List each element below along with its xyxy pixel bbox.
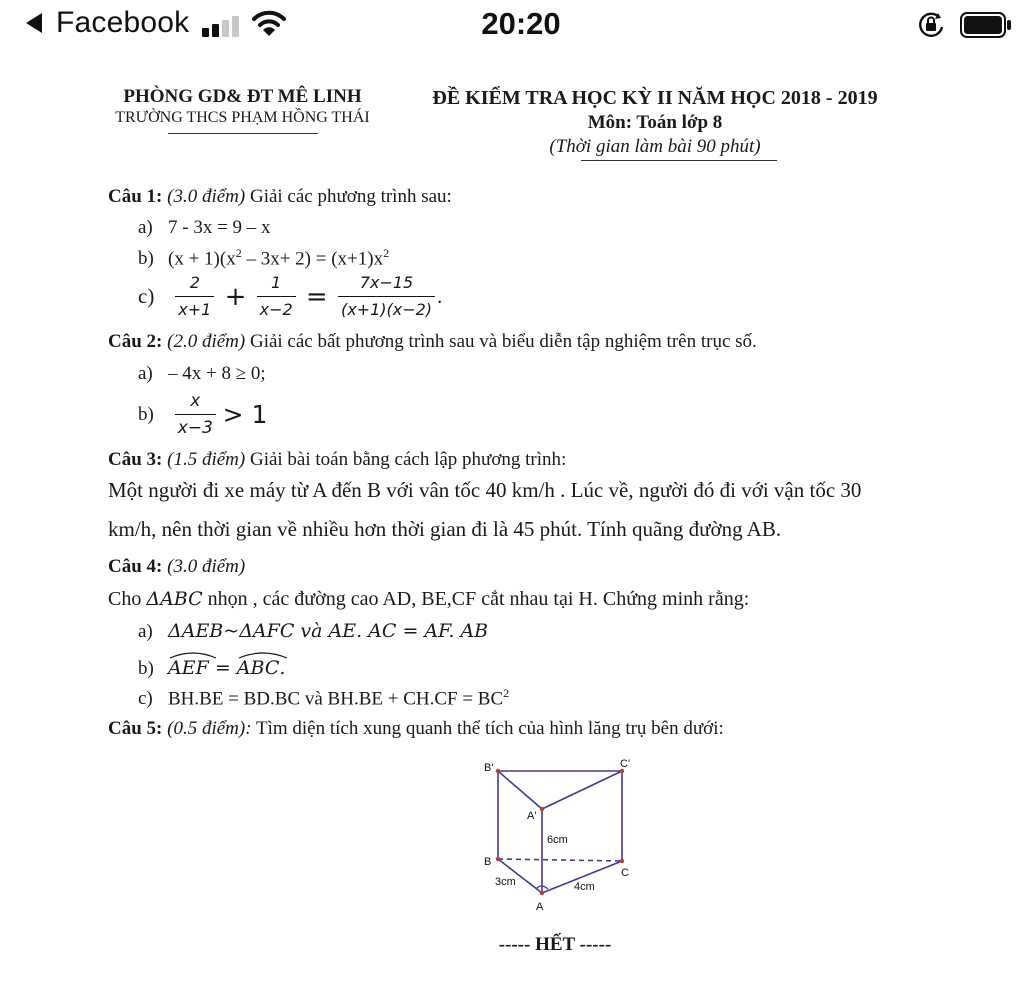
question-4c [138,686,509,710]
angle-aef: AEF [168,652,209,679]
plus-sign: + [224,281,247,312]
question-label: Câu 1: [108,186,163,207]
fraction: $\frac{x}{x-3}$ [175,388,216,441]
question-5 [108,718,724,740]
question-label: Câu 5: [108,718,163,739]
question-text: Giải bài toán bằng cách lập phương trình: [249,449,567,470]
question-1a [138,217,271,239]
question-label: Câu 3: [108,449,163,470]
exam-title: ĐỀ KIỂM TRA HỌC KỲ II NĂM HỌC 2018 - 2019 [432,87,878,109]
question-points: (1.5 điểm) [167,449,246,470]
inequality: – 4x + 8 ≥ 0; [168,363,266,384]
label-ab-length: 3cm [495,876,516,888]
vertex-bprime [496,769,500,773]
school-name: TRƯỜNG THCS PHẠM HỒNG THÁI [115,109,370,126]
vertex-aprime [540,807,544,811]
question-text: Giải các bất phương trình sau và biểu diễn tập nghiệm trên trục số. [249,331,757,352]
question-points: (3.0 điểm) [167,186,246,207]
edge-b-c-hidden [498,859,622,861]
question-label: Câu 4: [108,556,163,577]
question-1b [138,246,389,270]
question-4a: a) ΔAEB~ΔAFC và AE. AC = AF. AB [138,620,489,642]
item-key: b) [138,248,154,270]
equals-sign: = [305,281,328,312]
edge-bprime-aprime [498,771,542,809]
department-name: PHÒNG GD& ĐT MÊ LINH [123,86,362,107]
label-a: A [536,901,544,913]
triangle-abc: ΔABC [146,588,203,610]
end-marker: ----- HẾT ----- [498,934,612,955]
period: . [437,284,443,308]
label-height: 6cm [547,834,568,846]
battery-icon [960,12,1012,38]
exam-header [405,87,905,161]
question-1 [108,186,452,208]
orientation-lock-icon [917,11,945,39]
edge-aprime-cprime [542,771,622,809]
question-points: (2.0 điểm) [167,331,246,352]
equation-part: (x + 1)(x [168,248,236,270]
question-2a [138,363,266,385]
status-bar [0,0,1024,52]
label-c: C [621,867,629,879]
fraction-3: $\frac{7x-15}{(x+1)(x-2)}$ [338,270,435,323]
question-2 [108,331,757,353]
question-4 [108,556,245,578]
status-time: 20:20 [481,6,561,41]
equation: 7 - 3x = 9 – x [168,217,271,238]
inequality-rhs: > 1 [222,400,268,429]
product-equality: AE. AC = AF. AB [328,620,489,642]
word-problem-line-1: Một người đi xe máy từ A đến B với vân tốc 40 km/h . Lúc về, người đó đi với vận tốc 30 [108,478,862,502]
item-key: c) [138,284,155,308]
exponent: 2 [235,246,242,260]
item-key: a) [138,363,153,384]
similar-triangles: ΔAEB~ΔAFC [168,620,295,642]
label-ac-length: 4cm [574,881,595,893]
vertex-c [620,859,624,863]
question-4b: b) AEF = ABC. [138,652,285,680]
question-label: Câu 2: [108,331,163,352]
exam-duration: (Thời gian làm bài 90 phút) [549,136,761,157]
item-key: c) [138,688,153,710]
question-2b [138,388,267,441]
exponent: 2 [503,686,510,700]
exam-subject: Môn: Toán lớp 8 [587,112,723,133]
vertex-b [496,857,500,861]
word-problem-line-2: km/h, nên thời gian về nhiều hơn thời gian đi là 45 phút. Tính quãng đường AB. [108,517,782,541]
angle-abc: ABC [237,652,280,679]
prism-figure [470,755,650,915]
school-header [100,86,385,134]
question-text: Giải các phương trình sau: [249,186,452,207]
item-key: a) [138,217,153,238]
exponent: 2 [383,246,390,260]
question-4-intro: Cho ΔABC nhọn , các đường cao AD, BE,CF cắt nhau tại H. Chứng minh rằng: [108,588,750,610]
item-key: b) [138,403,154,425]
question-points: (3.0 điểm) [167,556,246,577]
question-text: Tìm diện tích xung quanh thể tích của hình lăng trụ bên dưới: [255,718,724,739]
item-key: b) [138,658,154,679]
equation: BH.BE = BD.BC và BH.BE + CH.CF = BC [168,688,504,710]
fraction-1: $\frac{2}{x+1}$ [175,270,214,323]
question-3 [108,449,566,471]
question-1c [138,270,442,323]
fraction-2: $\frac{1}{x-2}$ [257,270,296,323]
vertex-a [540,891,544,895]
header-divider [581,160,777,161]
question-points: (0.5 điểm): [167,718,252,739]
back-to-facebook-link[interactable]: Facebook [56,6,190,39]
item-key: a) [138,621,153,642]
label-aprime: A' [527,810,537,822]
label-cprime: C' [620,758,631,770]
equation-part: – 3x+ 2) = (x+1)x [241,248,384,270]
label-b: B [484,856,492,868]
label-bprime: B' [484,762,494,774]
header-divider [168,133,318,134]
